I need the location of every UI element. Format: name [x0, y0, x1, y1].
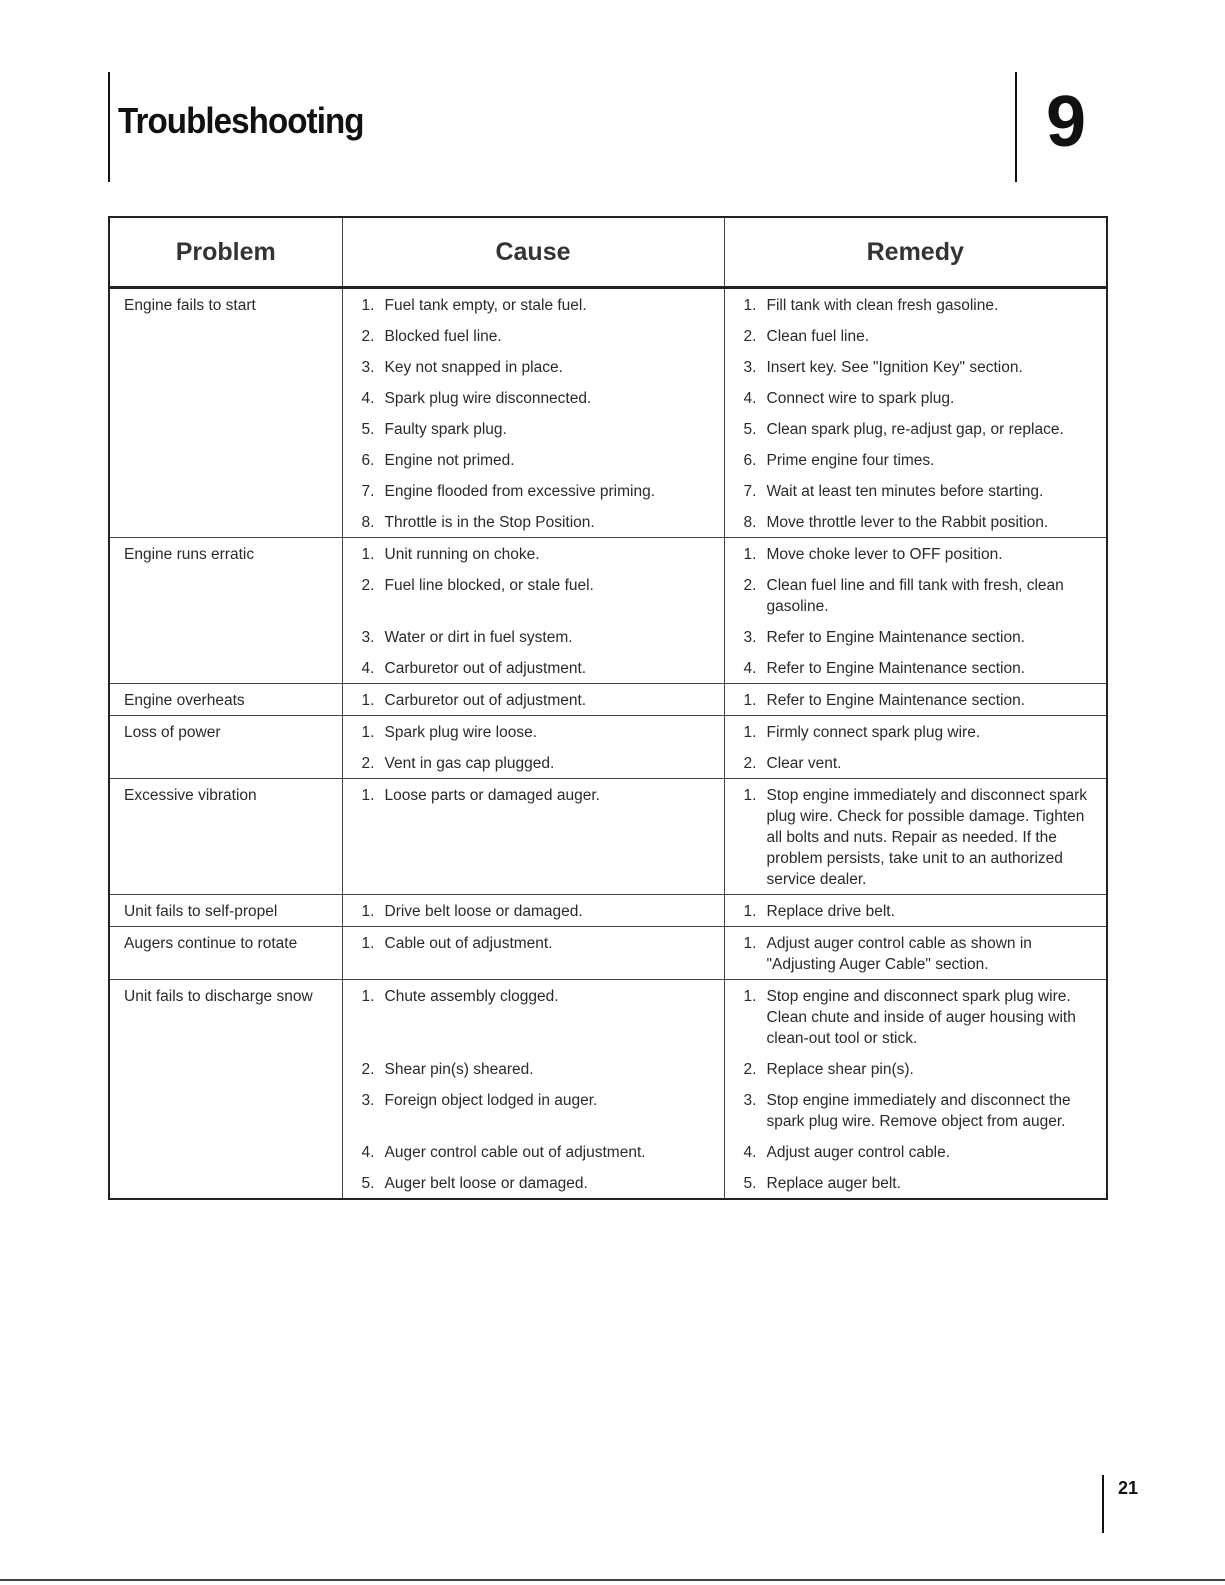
remedy-item — [744, 295, 1099, 316]
problem-cell — [109, 320, 342, 351]
cause-cell — [342, 980, 724, 1054]
remedy-cell — [724, 1053, 1107, 1084]
cause-cell — [342, 779, 724, 895]
remedy-cell — [724, 652, 1107, 684]
remedy-item — [744, 1142, 1099, 1163]
cause-item-number: 2. — [361, 1061, 375, 1078]
problem-cell — [109, 444, 342, 475]
table-row — [109, 475, 1107, 506]
remedy-item — [744, 1090, 1099, 1132]
cause-item-text: Drive belt loose or damaged. — [384, 903, 583, 920]
cause-item-text: Key not snapped in place. — [384, 359, 563, 376]
remedy-item-text: Move throttle lever to the Rabbit position. — [766, 514, 1049, 531]
cause-item-text: Vent in gas cap plugged. — [384, 755, 555, 772]
cause-item-text: Carburetor out of adjustment. — [384, 692, 587, 709]
table-row — [109, 288, 1107, 321]
remedy-item-number: 4. — [743, 1144, 757, 1161]
remedy-item — [744, 481, 1099, 502]
cause-item-text: Blocked fuel line. — [384, 328, 502, 345]
remedy-item — [744, 753, 1099, 774]
remedy-item-text: Adjust auger control cable. — [766, 1144, 951, 1161]
problem-cell — [109, 351, 342, 382]
table-row — [109, 747, 1107, 779]
cause-item-number: 3. — [361, 1092, 375, 1109]
remedy-item-number: 7. — [743, 483, 757, 500]
chapter-number: 9 — [1046, 82, 1087, 162]
cause-cell — [342, 652, 724, 684]
cause-cell — [342, 475, 724, 506]
remedy-cell — [724, 382, 1107, 413]
remedy-item — [744, 901, 1099, 922]
cause-item — [362, 575, 716, 596]
troubleshooting-table-container — [108, 216, 1106, 1200]
cause-item-number: 1. — [361, 903, 375, 920]
remedy-cell — [724, 444, 1107, 475]
cause-cell — [342, 1167, 724, 1199]
cause-item-text: Auger control cable out of adjustment. — [384, 1144, 646, 1161]
remedy-item-text: Stop engine immediately and disconnect the spark plug wire. Remove object from auger. — [766, 1092, 1071, 1130]
cause-cell — [342, 413, 724, 444]
problem-cell — [109, 569, 342, 621]
remedy-item — [744, 785, 1099, 890]
remedy-item-number: 4. — [743, 390, 757, 407]
remedy-item — [744, 1059, 1099, 1080]
remedy-cell — [724, 684, 1107, 716]
remedy-item-text: Move choke lever to OFF position. — [766, 546, 1003, 563]
table-row — [109, 895, 1107, 927]
remedy-item — [744, 419, 1099, 440]
remedy-item — [744, 544, 1099, 565]
cause-item — [362, 722, 716, 743]
table-row — [109, 351, 1107, 382]
remedy-item-text: Replace auger belt. — [766, 1175, 901, 1192]
table-row — [109, 1167, 1107, 1199]
problem-cell — [109, 621, 342, 652]
cause-item-number: 7. — [361, 483, 375, 500]
table-row — [109, 652, 1107, 684]
cause-item — [362, 419, 716, 440]
problem-cell: Engine overheats — [109, 684, 342, 716]
table-row — [109, 621, 1107, 652]
problem-cell — [109, 506, 342, 538]
remedy-item-number: 1. — [743, 903, 757, 920]
cause-item-number: 1. — [361, 988, 375, 1005]
table-row — [109, 506, 1107, 538]
cause-item-number: 4. — [361, 660, 375, 677]
remedy-item — [744, 450, 1099, 471]
cause-item — [362, 357, 716, 378]
cause-item-text: Loose parts or damaged auger. — [384, 787, 600, 804]
remedy-item — [744, 575, 1099, 617]
cause-cell — [342, 320, 724, 351]
remedy-item-text: Refer to Engine Maintenance section. — [766, 629, 1025, 646]
remedy-cell — [724, 413, 1107, 444]
header-cause: Cause — [342, 217, 724, 288]
title-rule — [108, 72, 110, 182]
remedy-item-text: Adjust auger control cable as shown in "Adjusting Auger Cable" section. — [766, 935, 1032, 973]
remedy-item-text: Stop engine immediately and disconnect spark plug wire. Check for possible damage. Tighten all bolts and nuts. Repair as needed. If the problem persists, take unit to an authorized service dealer. — [766, 787, 1088, 888]
cause-item-number: 1. — [361, 787, 375, 804]
remedy-item — [744, 388, 1099, 409]
table-row — [109, 779, 1107, 895]
cause-item-number: 3. — [361, 359, 375, 376]
remedy-item-number: 1. — [743, 935, 757, 952]
cause-item-text: Carburetor out of adjustment. — [384, 660, 587, 677]
remedy-item-number: 2. — [743, 328, 757, 345]
cause-cell — [342, 1053, 724, 1084]
cause-item — [362, 1059, 716, 1080]
remedy-item-text: Fill tank with clean fresh gasoline. — [766, 297, 999, 314]
cause-item-text: Spark plug wire loose. — [384, 724, 537, 741]
cause-item-text: Engine not primed. — [384, 452, 515, 469]
cause-cell — [342, 538, 724, 570]
bottom-border — [0, 1579, 1225, 1581]
table-row — [109, 569, 1107, 621]
cause-item — [362, 1090, 716, 1111]
cause-item-number: 8. — [361, 514, 375, 531]
cause-item-number: 2. — [361, 577, 375, 594]
table-row — [109, 684, 1107, 716]
cause-item-text: Faulty spark plug. — [384, 421, 507, 438]
problem-cell: Engine runs erratic — [109, 538, 342, 570]
remedy-item-number: 3. — [743, 1092, 757, 1109]
cause-cell — [342, 747, 724, 779]
cause-item — [362, 326, 716, 347]
remedy-item-number: 1. — [743, 724, 757, 741]
remedy-item — [744, 627, 1099, 648]
cause-item — [362, 481, 716, 502]
remedy-item-text: Insert key. See "Ignition Key" section. — [766, 359, 1023, 376]
remedy-cell — [724, 927, 1107, 980]
remedy-item-number: 3. — [743, 629, 757, 646]
remedy-cell — [724, 779, 1107, 895]
cause-item — [362, 658, 716, 679]
footer-rule — [1102, 1475, 1104, 1533]
remedy-item-text: Refer to Engine Maintenance section. — [766, 692, 1025, 709]
remedy-item-text: Clean spark plug, re-adjust gap, or replace. — [766, 421, 1064, 438]
table-row — [109, 1136, 1107, 1167]
remedy-item — [744, 658, 1099, 679]
cause-item-text: Cable out of adjustment. — [384, 935, 553, 952]
problem-cell — [109, 1084, 342, 1136]
cause-item-text: Foreign object lodged in auger. — [384, 1092, 598, 1109]
problem-cell: Unit fails to self-propel — [109, 895, 342, 927]
remedy-item-number: 5. — [743, 1175, 757, 1192]
cause-item-text: Engine flooded from excessive priming. — [384, 483, 656, 500]
remedy-cell — [724, 538, 1107, 570]
table-header-row — [109, 217, 1107, 288]
cause-item — [362, 627, 716, 648]
cause-item-text: Throttle is in the Stop Position. — [384, 514, 595, 531]
cause-cell — [342, 288, 724, 321]
problem-cell — [109, 1053, 342, 1084]
remedy-cell — [724, 288, 1107, 321]
remedy-item-text: Refer to Engine Maintenance section. — [766, 660, 1025, 677]
remedy-cell — [724, 621, 1107, 652]
cause-item-number: 5. — [361, 421, 375, 438]
problem-cell: Augers continue to rotate — [109, 927, 342, 980]
cause-item-number: 1. — [361, 297, 375, 314]
remedy-item — [744, 326, 1099, 347]
remedy-item — [744, 1173, 1099, 1194]
remedy-item-number: 5. — [743, 421, 757, 438]
remedy-item-text: Prime engine four times. — [766, 452, 935, 469]
cause-item — [362, 544, 716, 565]
problem-cell — [109, 475, 342, 506]
cause-cell — [342, 927, 724, 980]
cause-item-number: 1. — [361, 692, 375, 709]
table-row — [109, 444, 1107, 475]
remedy-item-text: Clean fuel line. — [766, 328, 870, 345]
cause-item — [362, 785, 716, 806]
remedy-item-number: 1. — [743, 297, 757, 314]
remedy-item-text: Wait at least ten minutes before starting. — [766, 483, 1044, 500]
cause-item-number: 2. — [361, 755, 375, 772]
cause-item — [362, 1142, 716, 1163]
remedy-item — [744, 933, 1099, 975]
page-number: 21 — [1118, 1478, 1139, 1498]
remedy-item-number: 2. — [743, 577, 757, 594]
cause-item — [362, 512, 716, 533]
remedy-item-number: 3. — [743, 359, 757, 376]
problem-cell — [109, 1167, 342, 1199]
table-row — [109, 716, 1107, 748]
cause-cell — [342, 382, 724, 413]
cause-item-text: Chute assembly clogged. — [384, 988, 559, 1005]
remedy-cell — [724, 895, 1107, 927]
table-body — [109, 288, 1107, 1200]
cause-cell — [342, 351, 724, 382]
cause-item — [362, 753, 716, 774]
cause-item-number: 4. — [361, 1144, 375, 1161]
remedy-item-number: 6. — [743, 452, 757, 469]
remedy-item-number: 8. — [743, 514, 757, 531]
cause-item — [362, 388, 716, 409]
remedy-item — [744, 512, 1099, 533]
cause-item-text: Auger belt loose or damaged. — [384, 1175, 588, 1192]
remedy-item-text: Connect wire to spark plug. — [766, 390, 955, 407]
table-row — [109, 927, 1107, 980]
remedy-cell — [724, 747, 1107, 779]
table-row — [109, 538, 1107, 570]
cause-item-number: 4. — [361, 390, 375, 407]
cause-item-text: Spark plug wire disconnected. — [384, 390, 592, 407]
remedy-item-number: 1. — [743, 988, 757, 1005]
remedy-cell — [724, 716, 1107, 748]
remedy-cell — [724, 1084, 1107, 1136]
problem-cell: Excessive vibration — [109, 779, 342, 895]
remedy-item-text: Clear vent. — [766, 755, 842, 772]
cause-item-text: Water or dirt in fuel system. — [384, 629, 573, 646]
cause-item-number: 1. — [361, 546, 375, 563]
cause-cell — [342, 1136, 724, 1167]
problem-cell — [109, 413, 342, 444]
cause-item-number: 5. — [361, 1175, 375, 1192]
header-problem: Problem — [109, 217, 342, 288]
cause-item — [362, 933, 716, 954]
table-row — [109, 1053, 1107, 1084]
cause-item-number: 1. — [361, 724, 375, 741]
cause-item — [362, 986, 716, 1007]
cause-item — [362, 901, 716, 922]
remedy-cell — [724, 1167, 1107, 1199]
table-row — [109, 413, 1107, 444]
problem-cell: Unit fails to discharge snow — [109, 980, 342, 1054]
cause-cell — [342, 684, 724, 716]
remedy-item-number: 2. — [743, 755, 757, 772]
cause-cell — [342, 1084, 724, 1136]
cause-item-text: Unit running on choke. — [384, 546, 540, 563]
remedy-item-text: Stop engine and disconnect spark plug wire. Clean chute and inside of auger housing with clean-out tool or stick. — [766, 988, 1076, 1047]
problem-cell: Engine fails to start — [109, 288, 342, 321]
cause-cell — [342, 569, 724, 621]
problem-cell — [109, 652, 342, 684]
cause-item — [362, 690, 716, 711]
remedy-item-text: Replace shear pin(s). — [766, 1061, 914, 1078]
troubleshooting-table — [108, 216, 1108, 1200]
remedy-cell — [724, 351, 1107, 382]
cause-item-number: 1. — [361, 935, 375, 952]
table-row — [109, 320, 1107, 351]
remedy-item-number: 1. — [743, 692, 757, 709]
cause-item-number: 2. — [361, 328, 375, 345]
cause-item — [362, 295, 716, 316]
cause-cell — [342, 895, 724, 927]
cause-cell — [342, 621, 724, 652]
remedy-cell — [724, 320, 1107, 351]
table-row — [109, 980, 1107, 1054]
remedy-item — [744, 986, 1099, 1049]
problem-cell — [109, 747, 342, 779]
cause-cell — [342, 444, 724, 475]
remedy-item — [744, 722, 1099, 743]
problem-cell: Loss of power — [109, 716, 342, 748]
remedy-cell — [724, 569, 1107, 621]
remedy-item-text: Replace drive belt. — [766, 903, 895, 920]
cause-cell — [342, 716, 724, 748]
remedy-cell — [724, 980, 1107, 1054]
cause-item — [362, 1173, 716, 1194]
remedy-cell — [724, 475, 1107, 506]
remedy-item-text: Clean fuel line and fill tank with fresh, clean gasoline. — [766, 577, 1064, 615]
header-remedy: Remedy — [724, 217, 1107, 288]
remedy-item-text: Firmly connect spark plug wire. — [766, 724, 981, 741]
table-row — [109, 382, 1107, 413]
remedy-cell — [724, 1136, 1107, 1167]
remedy-item-number: 1. — [743, 787, 757, 804]
remedy-item-number: 4. — [743, 660, 757, 677]
table-row — [109, 1084, 1107, 1136]
cause-item-text: Fuel tank empty, or stale fuel. — [384, 297, 587, 314]
remedy-cell — [724, 506, 1107, 538]
cause-item — [362, 450, 716, 471]
problem-cell — [109, 1136, 342, 1167]
remedy-item — [744, 690, 1099, 711]
problem-cell — [109, 382, 342, 413]
remedy-item — [744, 357, 1099, 378]
page-title: Troubleshooting — [118, 100, 364, 141]
cause-item-text: Shear pin(s) sheared. — [384, 1061, 534, 1078]
cause-item-text: Fuel line blocked, or stale fuel. — [384, 577, 594, 594]
chapter-rule — [1015, 72, 1017, 182]
cause-cell — [342, 506, 724, 538]
cause-item-number: 6. — [361, 452, 375, 469]
cause-item-number: 3. — [361, 629, 375, 646]
remedy-item-number: 1. — [743, 546, 757, 563]
remedy-item-number: 2. — [743, 1061, 757, 1078]
